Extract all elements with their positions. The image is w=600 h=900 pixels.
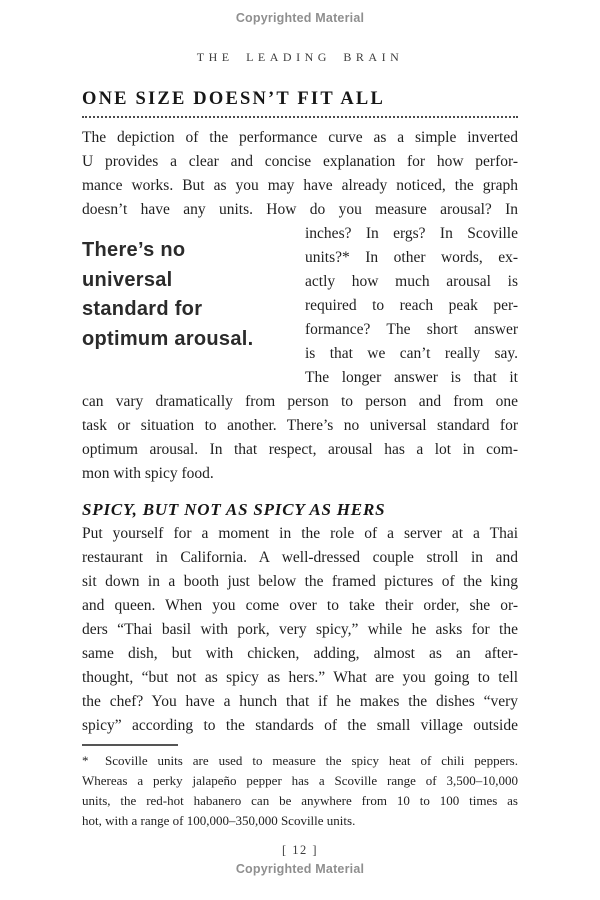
subsection-title: SPICY, BUT NOT AS SPICY AS HERS [82,500,386,519]
body-line: The depiction of the performance curve as a simple inverted [82,129,518,146]
body-line: units?* In other words, ex- [305,249,518,266]
body-line: sit down in a booth just below the framed pictures of the king [82,573,518,590]
paragraph-1-bottom [82,390,518,486]
pull-quote-line: There’s no [82,239,186,261]
body-line: U provides a clear and concise explanation for how perfor- [82,153,518,170]
body-line: thought, “but not as spicy as hers.” What are you going to tell [82,669,518,686]
body-line: optimum arousal. In that respect, arousal has a lot in com- [82,441,518,458]
body-line: the chef? You have a hunch that if he makes the dishes “very [82,693,518,710]
body-line: same dish, but with chicken, adding, almost as an after- [82,645,518,662]
footnote-separator-rule [82,744,178,746]
copyright-notice-bottom: Copyrighted Material [235,862,365,876]
footnote-line: Whereas a perky jalapeño pepper has a Scoville range of 3,500–10,000 [82,773,518,788]
body-line: actly how much arousal is [305,273,518,290]
body-line: can vary dramatically from person to person and from one [82,393,518,410]
footnote-asterisk-marker: * [82,753,89,768]
paragraph-2 [82,522,518,738]
body-line: ders “Thai basil with pork, very spicy,” while he asks for the [82,621,518,638]
body-line: The longer answer is that it [305,369,518,386]
body-line: mon with spicy food. [82,465,214,482]
pull-quote-row [82,222,518,390]
pull-quote-line: universal [82,268,173,291]
body-line: restaurant in California. A well-dressed couple stroll in and [82,549,518,566]
footnote-line: units, the red-hot habanero can be anywhere from 10 to 100 times as [82,793,518,808]
body-line: is that we can’t really say. [305,345,518,362]
running-head-book-title: THE LEADING BRAIN [196,50,404,64]
body-line: required to reach peak per- [305,297,518,314]
body-line: mance works. But as you may have already noticed, the graph [82,177,518,194]
paragraph-1-top [82,126,518,222]
body-line: inches? In ergs? In Scoville [305,225,518,242]
body-line: spicy” according to the standards of the small village outside [82,717,518,734]
chapter-section-title: ONE SIZE DOESN’T FIT ALL [82,89,518,118]
page-number: [ 12 ] [281,843,319,857]
wrapped-text-column [305,222,518,390]
body-line: Put yourself for a moment in the role of a server at a Thai [82,525,518,542]
footnote-text: Scoville units are used to measure the spicy heat of chili peppers. [105,753,518,768]
footnote-line: hot, with a range of 100,000–350,000 Scoville units. [82,813,356,828]
pull-quote-line: standard for [82,298,203,320]
footnote [82,744,518,831]
body-line: doesn’t have any units. How do you measure arousal? In [82,201,518,218]
body-line: task or situation to another. There’s no universal standard for [82,417,518,434]
copyright-notice-top: Copyrighted Material [235,11,365,25]
pull-quote [82,222,305,390]
body-line: and queen. When you come over to take their order, she or- [82,597,518,614]
footnote-line [82,751,518,771]
body-line: formance? The short answer [305,321,518,338]
pull-quote-line: optimum arousal. [82,327,254,350]
